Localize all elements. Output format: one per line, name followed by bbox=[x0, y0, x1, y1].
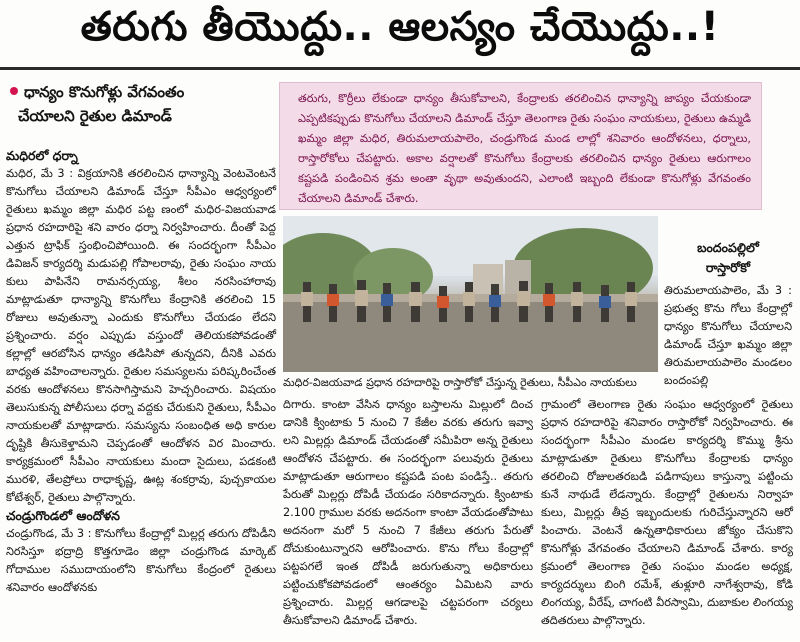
subheadline-line-2: చేయాలని రైతుల డిమాండ్ bbox=[18, 107, 172, 125]
paragraph-madhira: మధిర, మే 3 : విక్రయానికి తరలించిన ధాన్యాన్ని వెంటవెంటనే కొనుగోలు చేయాలని డిమాండ్ చేస్తూ సీపీఎం ఆధ్వర్యంలో రైతులు ఖమ్మం జిల్లా మధిర పట్ట ణంలో మధిర-విజయవాడ ప్రధాన రహదారిపై శని వారం ధర్నా నిర్వహించారు. దీంతో పెద్ద ఎత్తున ట్రాఫిక్ స్తంభించిపోయింది. ఈ సందర్భంగా సీపీఎం డివిజన్ కార్యదర్శి మడుపల్లి గోపాలరావు, రైతు సంఘం నాయ కులు పాపినేని రామనర్సయ్య, శీలం నరసింహారావు మాట్లాడుతూ ధాన్యాన్ని కొనుగోలు కేంద్రానికి తరలించి 15 రోజులు అవుతున్నా ఎందుకు కొనుగోలు చేయడం లేదని ప్రశ్నించారు. వర్షం ఎప్పుడు వస్తుందో తెలియకపోవడంతో కల్లాల్లో ఆరబోసిన ధాన్యం తడిసిపో తున్నదని, దీనికి ఎవరు బాధ్యత వహించాలన్నారు. రైతుల సమస్యలను పరిష్కరించేంత వరకు ఆందోళనలు కొనసాగిస్తామని హెచ్చరించారు. విషయం తెలుసుకున్న పోలీసులు ధర్నా వద్దకు చేరుకుని రైతులు, సీపీఎం నాయకులతో మాట్లాడారు. సమస్యను సంబంధిత అధి కారుల దృష్టికి తీసుకెళ్తామని చెప్పడంతో ఆందోళన విర మించారు. కార్యక్రమంలో సీపీఎం నాయకులు మందా సైదులు, పడకంటి మురళి, తేలప్రోలు రాధాకృష్ణ, ఊట్ల శంకర్రావు, పుచ్చకాయల కోటేశ్వర్, రైతులు పాల్గొన్నారు. bbox=[6, 167, 276, 504]
bullet-icon bbox=[10, 87, 18, 95]
subheadline bbox=[6, 80, 274, 128]
subheadline-line-1: ధాన్యం కొనుగోళ్లు వేగవంతం bbox=[6, 80, 274, 104]
headline: తరుగు తీయొద్దు.. ఆలస్యం చేయొద్దు..! bbox=[80, 4, 720, 50]
article-column-1 bbox=[6, 147, 276, 597]
paragraph-column-2: దిగారు. కాంటా వేసిన ధాన్యం బస్తాలను మిల్లులో దించ డానికి క్వింటాకు 5 నుంచి 7 కేజీల వరకు తరుగు ఇవ్వా లని మిల్లర్లు డిమాండ్ చేయడంతో సమీపిరా అన్న రైతులు ఆందోళన చేపట్టారు. ఈ సందర్భంగా పలువురు రైతులు మాట్లాడుతూ ఆరుగాలం కష్టపడి పంట పండిస్తే.. తరుగు పేరుతో మిల్లర్లు దోపిడీ చేయడం సరికాదన్నారు. క్వింటాకు 2.100 గ్రాముల వరకు అదనంగా కాంటా వేయడంతోపాటు అదనంగా మరో 5 నుంచి 7 కేజీలు తరుగు పేరుతో దోచుకుంటున్నారని ఆరోపించారు. కొను గోలు కేంద్రాల్లో పట్టపగలే ఇంత దోపిడీ జరుగుతున్నా అధికారులు పట్టించుకోకపోవడంలో ఆంతర్యం ఏమిటని వారు ప్రశ్నించారు. మిల్లర్ల ఆగడాలపై చట్టపరంగా చర్యలు తీసుకోవాలని డిమాండ్ చేశారు. bbox=[283, 398, 533, 627]
protest-photo-illustration bbox=[283, 216, 658, 372]
sidebar-heading-line-1: బందంపల్లిలో bbox=[697, 240, 759, 255]
article-column-2 bbox=[283, 396, 533, 630]
section-heading-chandrugonda: చండ్రుగొండలో ఆందోళన bbox=[6, 508, 120, 523]
paragraph-column-3: గ్రామంలో తెలంగాణ రైతు సంఘం ఆధ్వర్యంలో రైతులు ప్రధాన రహదారిపై శనివారం రాస్తారోకో నిర్వహించారు. ఈ సందర్భంగా సీపీఎం మండల కార్యదర్శి కొమ్ము శ్రీను మాట్లాడుతూ రైతులు కొనుగోలు కేంద్రాలకు ధాన్యం తరలించి రోజులతరబడి పడిగాపులు కాస్తున్నా పట్టించు కునే నాథుడే లేడన్నారు. కేంద్రాల్లో రైతులను నిర్వాహ కులు, మిల్లర్లు తీవ్ర ఇబ్బందులకు గురిచేస్తున్నారని ఆరో పించారు. వెంటనే ఉన్నతాధికారులు జోక్యం చేసుకొని కొనుగోళ్లు వేగవంతం చేయాలని డిమాండ్ చేశారు. కార్య క్రమంలో తెలంగాణ రైతు సంఘం మండల అధ్యక్ష, కార్యదర్శులు బింగి రమేశ్, తుళ్లూరి నాగేశ్వరావు, కోడి లింగయ్య, వీరేష్, చాగంటి వీరస్వామి, దుబాకుల లింగయ్య తదితరులు పాల్గొన్నారు. bbox=[541, 398, 793, 627]
headline-rule bbox=[0, 67, 800, 70]
paragraph-chandrugonda: చండ్రుగొండ, మే 3 : కొనుగోలు కేంద్రాల్లో మిల్లర్ల తరుగు దోపిడీని నిరసిస్తూ భద్రాద్రి కొత్తగూడెం జిల్లా చండ్రుగొండ మార్కెట్ గోదాముల సముదాయంలోని కొనుగోలు కేంద్రంలో రైతులు శనివారం ఆందోళనకు bbox=[6, 527, 276, 594]
protest-photo bbox=[283, 216, 658, 372]
article-column-3 bbox=[541, 396, 793, 630]
sidebar-paragraph: తిరుమలాయపాలెం, మే 3 : ప్రభుత్వ కొను గోలు కేంద్రాల్లో ధాన్యం కొనుగోలు చేయాలని డిమాండ్ చేస్తూ ఖమ్మం జిల్లా తిరుమలాయపాలెం మండలం బందంపల్లి bbox=[664, 284, 792, 387]
highlight-box: తరుగు, కొర్రీలు లేకుండా ధాన్యం తీసుకోవాలని, కేంద్రాలకు తరలించిన ధాన్యాన్ని జాప్యం చేయకుండా ఎప్పటికప్పుడు కొనుగోలు చేయాలని డిమాండ్ చేస్తూ తెలంగాణ రైతు సంఘం నాయకులు, రైతులు ఉమ్మడి ఖమ్మం జిల్లా మధిర, తిరుమలాయపాలెం, చండ్రుగొండ మండ లాల్లో శనివారం ఆందోళనలు, ధర్నాలు, రాస్తారోకోలు చేపట్టారు. అకాల వర్షాలతో కొనుగోలు కేంద్రాలకు తరలించిన ధాన్యం రైతులు ఆరుగాలం కష్టపడి పండించిన శ్రమ అంతా వృథా అవుతుందని, ఎలాంటి ఇబ్బంది లేకుండా కొనుగోళ్లు వేగవంతం చేయాలని డిమాండ్ చేశారు. bbox=[279, 82, 762, 210]
sidebar-story bbox=[664, 238, 792, 390]
sidebar-heading-line-2: రాస్తారోకో bbox=[705, 260, 751, 275]
photo-caption: మధిర-విజయవాడ ప్రధాన రహదారిపై రాస్తారోకో చేస్తున్న రైతులు, సీపీఎం నాయకులు bbox=[283, 374, 658, 392]
section-heading-madhira: మధిరలో ధర్నా bbox=[6, 148, 78, 163]
